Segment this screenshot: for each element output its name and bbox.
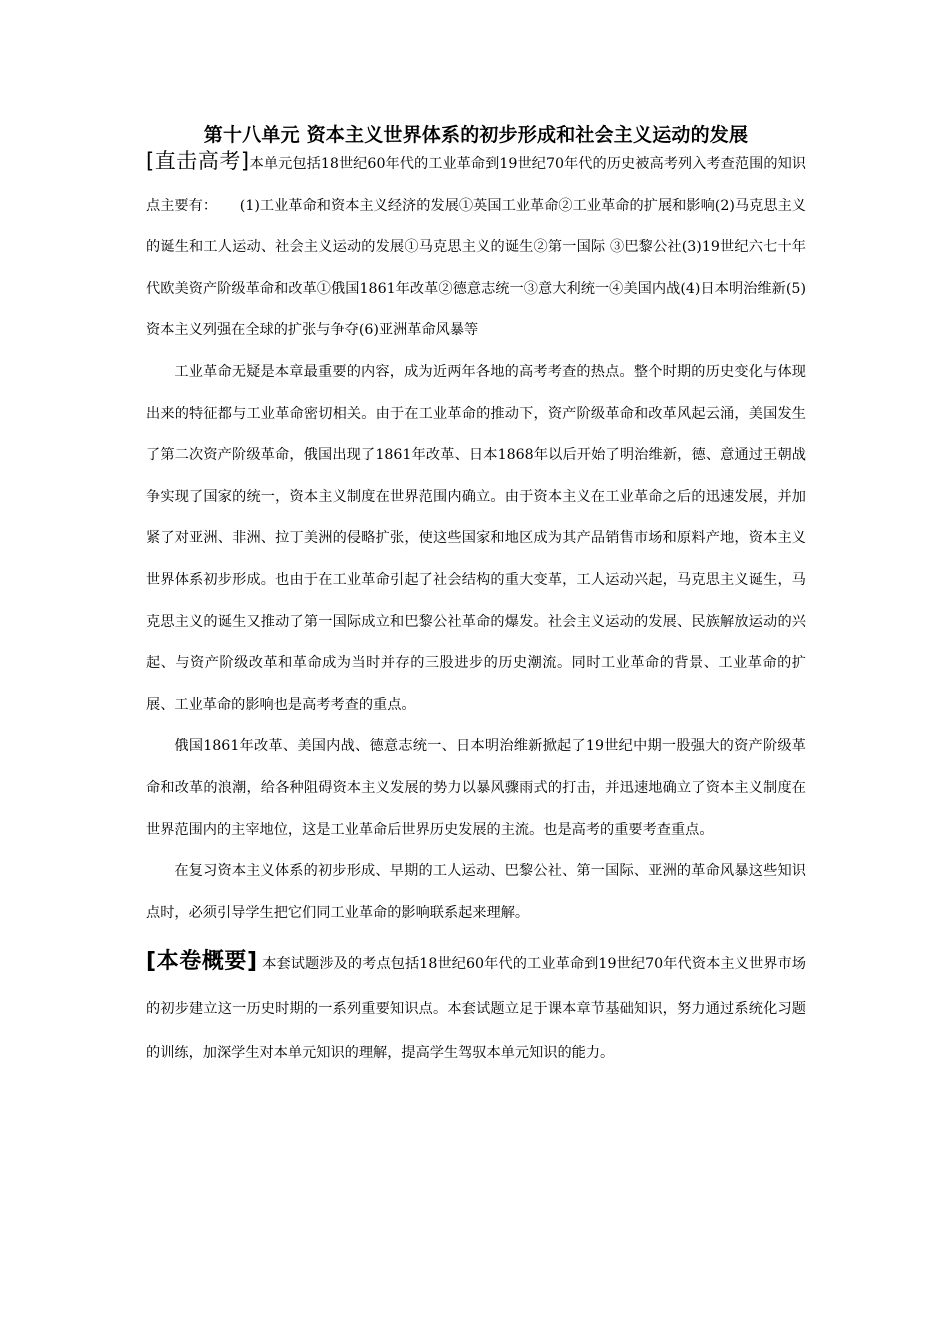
- section2-text: 本套试题涉及的考点包括18世纪60年代的工业革命到19世纪70年代资本主义世界市场的初步建立这一历史时期的一系列重要知识点。本套试题立足于课本章节基础知识，努力通过系统化习题的训练，加深学生对本单元知识的理解，提高学生驾驭本单元知识的能力。: [146, 956, 806, 1062]
- section1-paragraph: [146, 141, 806, 352]
- section2-tag: [本卷概要]: [146, 949, 258, 975]
- document-page: [146, 118, 806, 1076]
- section1-points: (1)工业革命和资本主义经济的发展①英国工业革命②工业革命的扩展和影响(2)马克思主义的诞生和工人运动、社会主义运动的发展①马克思主义的诞生②第一国际 ③巴黎公社(3)19世纪六七十年代欧美资产阶级革命和改革①俄国1861年改革②德意志统一③意大利统一④美国内战(4)日本明治维新(5)资本主义列强在全球的扩张与争夺(6)亚洲革命风暴等: [146, 197, 806, 339]
- body-paragraph-3: 在复习资本主义体系的初步形成、早期的工人运动、巴黎公社、第一国际、亚洲的革命风暴这些知识点时，必须引导学生把它们同工业革命的影响联系起来理解。: [146, 863, 806, 921]
- section2-paragraph: [146, 940, 806, 1076]
- section1-intro: 本单元包括18世纪60年代的工业革命到19世纪70年代的历史被高考列入考查范围的知识点主要有：: [146, 156, 806, 214]
- body-paragraph-2: 俄国1861年改革、美国内战、德意志统一、日本明治维新掀起了19世纪中期一股强大的资产阶级革命和改革的浪潮，给各种阻碍资本主义发展的势力以暴风骤雨式的打击，并迅速地确立了资本主义制度在世界范围内的主宰地位，这是工业革命后世界历史发展的主流。也是高考的重要考查重点。: [146, 738, 806, 838]
- document-title: 第十八单元 资本主义世界体系的初步形成和社会主义运动的发展: [203, 124, 749, 146]
- body-paragraph-1: 工业革命无疑是本章最重要的内容，成为近两年各地的高考考查的热点。整个时期的历史变化与体现出来的特征都与工业革命密切相关。由于在工业革命的推动下，资产阶级革命和改革风起云涌，美国发生了第二次资产阶级革命，俄国出现了1861年改革、日本1868年以后开始了明治维新，德、意通过王朝战争实现了国家的统一，资本主义制度在世界范围内确立。由于资本主义在工业革命之后的迅速发展，并加紧了对亚洲、非洲、拉丁美洲的侵略扩张，使这些国家和地区成为其产品销售市场和原料产地，资本主义世界体系初步形成。也由于在工业革命引起了社会结构的重大变革，工人运动兴起，马克思主义诞生，马克思主义的诞生又推动了第一国际成立和巴黎公社革命的爆发。社会主义运动的发展、民族解放运动的兴起、与资产阶级改革和革命成为当时并存的三股进步的历史潮流。同时工业革命的背景、工业革命的扩展、工业革命的影响也是高考考查的重点。: [146, 363, 806, 713]
- section1-tag: [直击高考]: [146, 149, 250, 173]
- section2: [146, 940, 806, 1076]
